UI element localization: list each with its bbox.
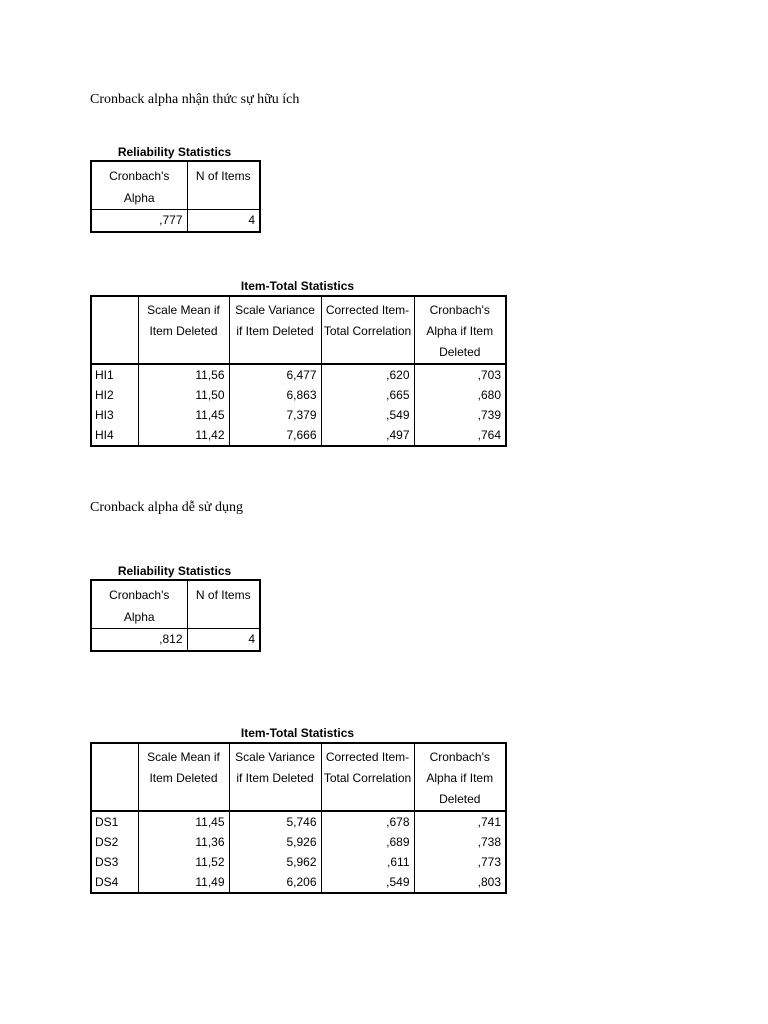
item-total-statistics-title: Item-Total Statistics xyxy=(240,726,355,740)
n-of-items-value: 4 xyxy=(187,210,260,233)
header-line: Scale Variance xyxy=(235,750,315,764)
scale-variance-value: 6,863 xyxy=(229,385,321,405)
corrected-correlation-value: ,678 xyxy=(321,811,414,832)
scale-mean-value: 11,45 xyxy=(138,405,229,425)
alpha-if-deleted-value: ,773 xyxy=(414,852,506,872)
table-row xyxy=(91,852,506,872)
item-label: HI2 xyxy=(91,385,138,405)
corrected-correlation-value: ,689 xyxy=(321,832,414,852)
scale-variance-value: 6,206 xyxy=(229,872,321,893)
header-line: Cronbach's xyxy=(109,588,170,602)
header-cronbach-alpha xyxy=(91,580,187,629)
header-cronbach-alpha xyxy=(91,161,187,210)
scale-variance-value: 6,477 xyxy=(229,364,321,385)
header-line: N of Items xyxy=(195,169,251,183)
alpha-if-deleted-value: ,680 xyxy=(414,385,506,405)
header-scale-mean xyxy=(138,743,229,811)
alpha-if-deleted-value: ,764 xyxy=(414,425,506,446)
header-n-of-items xyxy=(187,161,260,210)
table-header-row xyxy=(91,161,260,210)
scale-mean-value: 11,52 xyxy=(138,852,229,872)
corrected-correlation-value: ,620 xyxy=(321,364,414,385)
scale-variance-value: 7,379 xyxy=(229,405,321,425)
reliability-statistics-title: Reliability Statistics xyxy=(117,564,232,578)
alpha-if-deleted-value: ,703 xyxy=(414,364,506,385)
corrected-correlation-value: ,549 xyxy=(321,405,414,425)
table-row xyxy=(91,629,260,652)
item-label: HI1 xyxy=(91,364,138,385)
item-label: DS4 xyxy=(91,872,138,893)
header-scale-mean xyxy=(138,296,229,364)
header-line: Alpha xyxy=(123,610,155,624)
header-line: Scale Variance xyxy=(235,303,315,317)
reliability-statistics-table xyxy=(90,160,261,233)
header-line: Item Deleted xyxy=(149,324,218,338)
scale-mean-value: 11,36 xyxy=(138,832,229,852)
header-alpha-if-deleted xyxy=(414,296,506,364)
table-row xyxy=(91,811,506,832)
item-total-statistics-table xyxy=(90,295,507,447)
header-line: Alpha if Item xyxy=(426,771,494,785)
alpha-if-deleted-value: ,741 xyxy=(414,811,506,832)
header-corrected-correlation xyxy=(321,296,414,364)
cronbach-alpha-value: ,777 xyxy=(91,210,187,233)
table-header-row xyxy=(91,580,260,629)
header-corrected-correlation xyxy=(321,743,414,811)
table-row xyxy=(91,405,506,425)
scale-variance-value: 5,746 xyxy=(229,811,321,832)
item-label: DS1 xyxy=(91,811,138,832)
item-total-statistics-table xyxy=(90,742,507,894)
section-heading: Cronback alpha dễ sử dụng xyxy=(90,500,243,515)
alpha-if-deleted-value: ,739 xyxy=(414,405,506,425)
table-row xyxy=(91,832,506,852)
header-item-label-empty xyxy=(91,743,138,811)
table-row xyxy=(91,364,506,385)
header-line: Scale Mean if xyxy=(147,303,220,317)
table-row xyxy=(91,872,506,893)
item-total-statistics-title: Item-Total Statistics xyxy=(240,279,355,293)
scale-mean-value: 11,49 xyxy=(138,872,229,893)
header-line: Cronbach's xyxy=(109,169,170,183)
cronbach-alpha-value: ,812 xyxy=(91,629,187,652)
corrected-correlation-value: ,665 xyxy=(321,385,414,405)
header-line: Cronbach's xyxy=(429,303,490,317)
header-line: Total Correlation xyxy=(323,324,412,338)
scale-mean-value: 11,56 xyxy=(138,364,229,385)
item-label: HI3 xyxy=(91,405,138,425)
scale-mean-value: 11,42 xyxy=(138,425,229,446)
scale-variance-value: 5,962 xyxy=(229,852,321,872)
reliability-statistics-table xyxy=(90,579,261,652)
section-heading: Cronback alpha nhận thức sự hữu ích xyxy=(90,92,300,107)
corrected-correlation-value: ,549 xyxy=(321,872,414,893)
header-line: Item Deleted xyxy=(149,771,218,785)
header-line: Corrected Item- xyxy=(325,750,410,764)
corrected-correlation-value: ,611 xyxy=(321,852,414,872)
item-label: DS3 xyxy=(91,852,138,872)
header-item-label-empty xyxy=(91,296,138,364)
header-line: Total Correlation xyxy=(323,771,412,785)
item-label: HI4 xyxy=(91,425,138,446)
header-line: N of Items xyxy=(195,588,251,602)
header-line: if Item Deleted xyxy=(236,324,314,338)
corrected-correlation-value: ,497 xyxy=(321,425,414,446)
header-scale-variance xyxy=(229,743,321,811)
reliability-statistics-title: Reliability Statistics xyxy=(117,145,232,159)
header-line: Corrected Item- xyxy=(325,303,410,317)
header-line: Alpha xyxy=(123,191,155,205)
header-alpha-if-deleted xyxy=(414,743,506,811)
header-scale-variance xyxy=(229,296,321,364)
n-of-items-value: 4 xyxy=(187,629,260,652)
scale-variance-value: 5,926 xyxy=(229,832,321,852)
header-line: Cronbach's xyxy=(429,750,490,764)
table-row xyxy=(91,385,506,405)
alpha-if-deleted-value: ,738 xyxy=(414,832,506,852)
table-row xyxy=(91,425,506,446)
header-line: if Item Deleted xyxy=(236,771,314,785)
scale-mean-value: 11,45 xyxy=(138,811,229,832)
table-header-row xyxy=(91,296,506,364)
header-line: Deleted xyxy=(439,792,481,806)
scale-mean-value: 11,50 xyxy=(138,385,229,405)
table-row xyxy=(91,210,260,233)
item-label: DS2 xyxy=(91,832,138,852)
header-line: Scale Mean if xyxy=(147,750,220,764)
table-header-row xyxy=(91,743,506,811)
header-line: Deleted xyxy=(439,345,481,359)
header-line: Alpha if Item xyxy=(426,324,494,338)
scale-variance-value: 7,666 xyxy=(229,425,321,446)
alpha-if-deleted-value: ,803 xyxy=(414,872,506,893)
header-n-of-items xyxy=(187,580,260,629)
